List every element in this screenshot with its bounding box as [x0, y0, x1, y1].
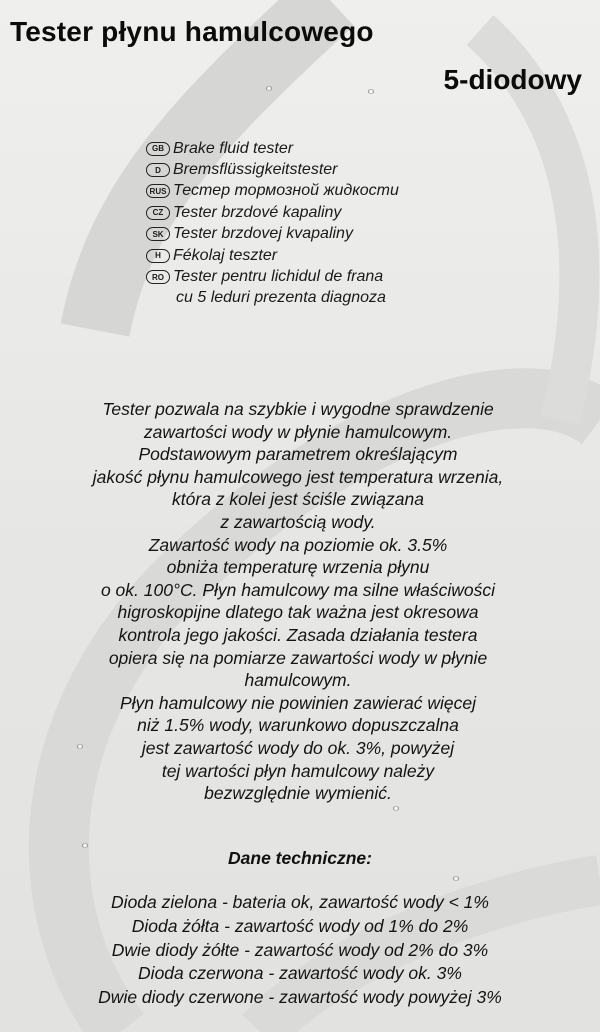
description-line: higroskopijne dlatego tak ważna jest okresowa — [117, 602, 479, 623]
country-code-badge: D — [146, 163, 170, 177]
translated-names-list — [146, 138, 399, 309]
lang-item-ro — [146, 266, 399, 287]
description-line: jakość płynu hamulcowego jest temperatura wrzenia, — [92, 466, 504, 487]
lang-item-rus — [146, 181, 399, 202]
description-line: o ok. 100°C. Płyn hamulcowy ma silne właściwości — [100, 579, 496, 600]
pin-hole-mark — [453, 876, 459, 881]
lang-item-text: Tester brzdovej kvapaliny — [173, 225, 353, 243]
description-line: kontrola jego jakości. Zasada działania testera — [118, 624, 478, 645]
description-line: hamulcowym. — [244, 670, 352, 691]
lang-item-h — [146, 245, 399, 266]
description-line: która z kolei jest ściśle związana — [172, 489, 424, 510]
description-line: jest zawartość wody do ok. 3%, powyżej — [141, 737, 455, 758]
lang-item-text: Fékolaj teszter — [173, 246, 278, 264]
lang-item-text: Tester brzdové kapaliny — [173, 203, 342, 221]
product-title: Tester płynu hamulcowego — [10, 16, 374, 47]
pin-hole-mark — [368, 89, 374, 94]
lang-item-cz — [146, 202, 399, 223]
description-line: Podstawowym parametrem określającym — [138, 444, 458, 465]
country-code-badge: RUS — [146, 184, 170, 198]
description-line: opiera się na pomiarze zawartości wody w płynie — [108, 647, 488, 668]
country-code-badge: SK — [146, 227, 170, 241]
country-code-badge: GB — [146, 142, 170, 156]
technical-data-list — [0, 891, 600, 1010]
description-line: tej wartości płyn hamulcowy należy — [161, 760, 435, 781]
product-subtitle: 5-diodowy — [443, 64, 582, 95]
description-line: obniża temperaturę wrzenia płynu — [166, 557, 430, 578]
technical-data-heading: Dane techniczne: — [228, 848, 372, 868]
technical-data-line: Dioda czerwona - zawartość wody ok. 3% — [138, 963, 462, 984]
lang-item-gb — [146, 138, 399, 159]
description-line: Zawartość wody na poziomie ok. 3.5% — [148, 534, 448, 555]
lang-item-text: cu 5 leduri prezenta diagnoza — [176, 289, 386, 307]
description-line: niż 1.5% wody, warunkowo dopuszczalna — [137, 715, 459, 736]
lang-item-text: Brake fluid tester — [173, 139, 294, 157]
description-line: z zawartością wody. — [220, 511, 376, 532]
technical-data-line: Dioda żółta - zawartość wody od 1% do 2% — [131, 915, 469, 936]
pin-hole-mark — [266, 86, 272, 91]
lang-item-text: Тестер тормозной жидкости — [173, 182, 399, 200]
lang-item-d — [146, 159, 399, 180]
description-line: Tester pozwala na szybkie i wygodne sprawdzenie — [102, 399, 494, 419]
lang-item-text: Tester pentru lichidul de frana — [173, 268, 384, 286]
technical-data-line: Dwie diody czerwone - zawartość wody powyżej 3% — [98, 987, 502, 1008]
lang-item-sk — [146, 224, 399, 245]
pin-hole-mark — [77, 744, 83, 749]
technical-data-line: Dwie diody żółte - zawartość wody od 2% do 3% — [111, 939, 489, 960]
description-line: zawartości wody w płynie hamulcowym. — [143, 421, 453, 442]
technical-data-line: Dioda zielona - bateria ok, zawartość wody < 1% — [111, 892, 489, 912]
description-line: Płyn hamulcowy nie powinien zawierać więcej — [120, 692, 476, 713]
country-code-badge: RO — [146, 270, 170, 284]
pin-hole-mark — [82, 843, 88, 848]
country-code-badge: H — [146, 249, 170, 263]
description-line: bezwzględnie wymienić. — [204, 783, 392, 804]
pin-hole-mark — [393, 806, 399, 811]
product-description — [28, 398, 568, 805]
lang-item-ro-continuation — [146, 288, 399, 309]
lang-item-text: Bremsflüssigkeitstester — [173, 161, 338, 179]
country-code-badge: CZ — [146, 206, 170, 220]
